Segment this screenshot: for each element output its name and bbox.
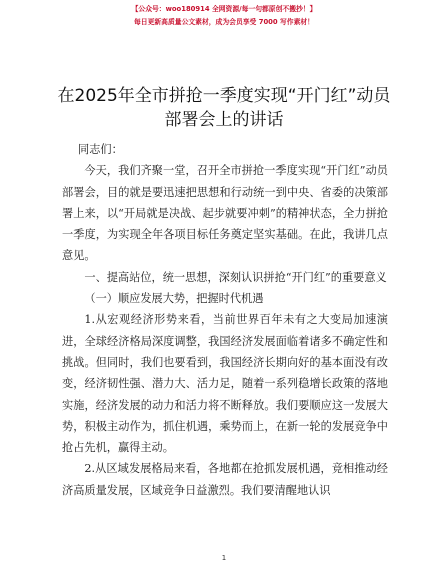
banner-line-1: 【公众号：woo180914 全网资源/每一句都原创不搬抄！】 <box>131 5 317 13</box>
promo-banner <box>0 4 448 28</box>
document-body <box>62 139 388 501</box>
paragraph-intro: 今天，我们齐聚一堂，召开全市拼抢一季度实现“开门红”动员部署会，目的就是要迅速把思想和行动统一到中央、省委的决策部署上来，以“开局就是决战、起步就要冲刺”的精神状态，全力拼抢一季度，为实现全年各项目标任务奠定坚实基础。在此，我讲几点意见。 <box>62 164 388 263</box>
banner-line-2: 每日更新高质量公文素材，成为会员享受 7000 写作素材！ <box>134 18 314 26</box>
paragraph-point-1: 1.从宏观经济形势来看，当前世界百年未有之大变局加速演进，全球经济格局深度调整，我国经济发展面临着诸多不确定性和挑战。但同时，我们也要看到，我国经济长期向好的基本面没有改变，经济韧性强、潜力大、活力足，随着一系列稳增长政策的落地实施，经济发展的动力和活力将不断释放。我们要顺应这一发展大势，积极主动作为，抓住机遇，乘势而上，在新一轮的发展竞争中抢占先机，赢得主动。 <box>62 313 388 455</box>
title-line-2: 部署会上的讲话 <box>164 110 284 130</box>
subsection-heading-1: （一）顺应发展大势，把握时代机遇 <box>84 292 264 306</box>
page-number: 1 <box>221 554 227 562</box>
section-heading-1: 一、提高站位，统一思想，深刻认识拼抢“开门红”的重要意义 <box>84 270 387 284</box>
greeting: 同志们： <box>78 143 123 156</box>
title-line-1: 在2025年全市拼抢一季度实现“开门红”动员 <box>57 86 391 106</box>
document-title <box>40 84 408 132</box>
paragraph-point-2: 2.从区域发展格局来看，各地都在抢抓发展机遇，竞相推动经济高质量发展，区域竞争日益激烈。我们要清醒地认识 <box>62 462 388 497</box>
